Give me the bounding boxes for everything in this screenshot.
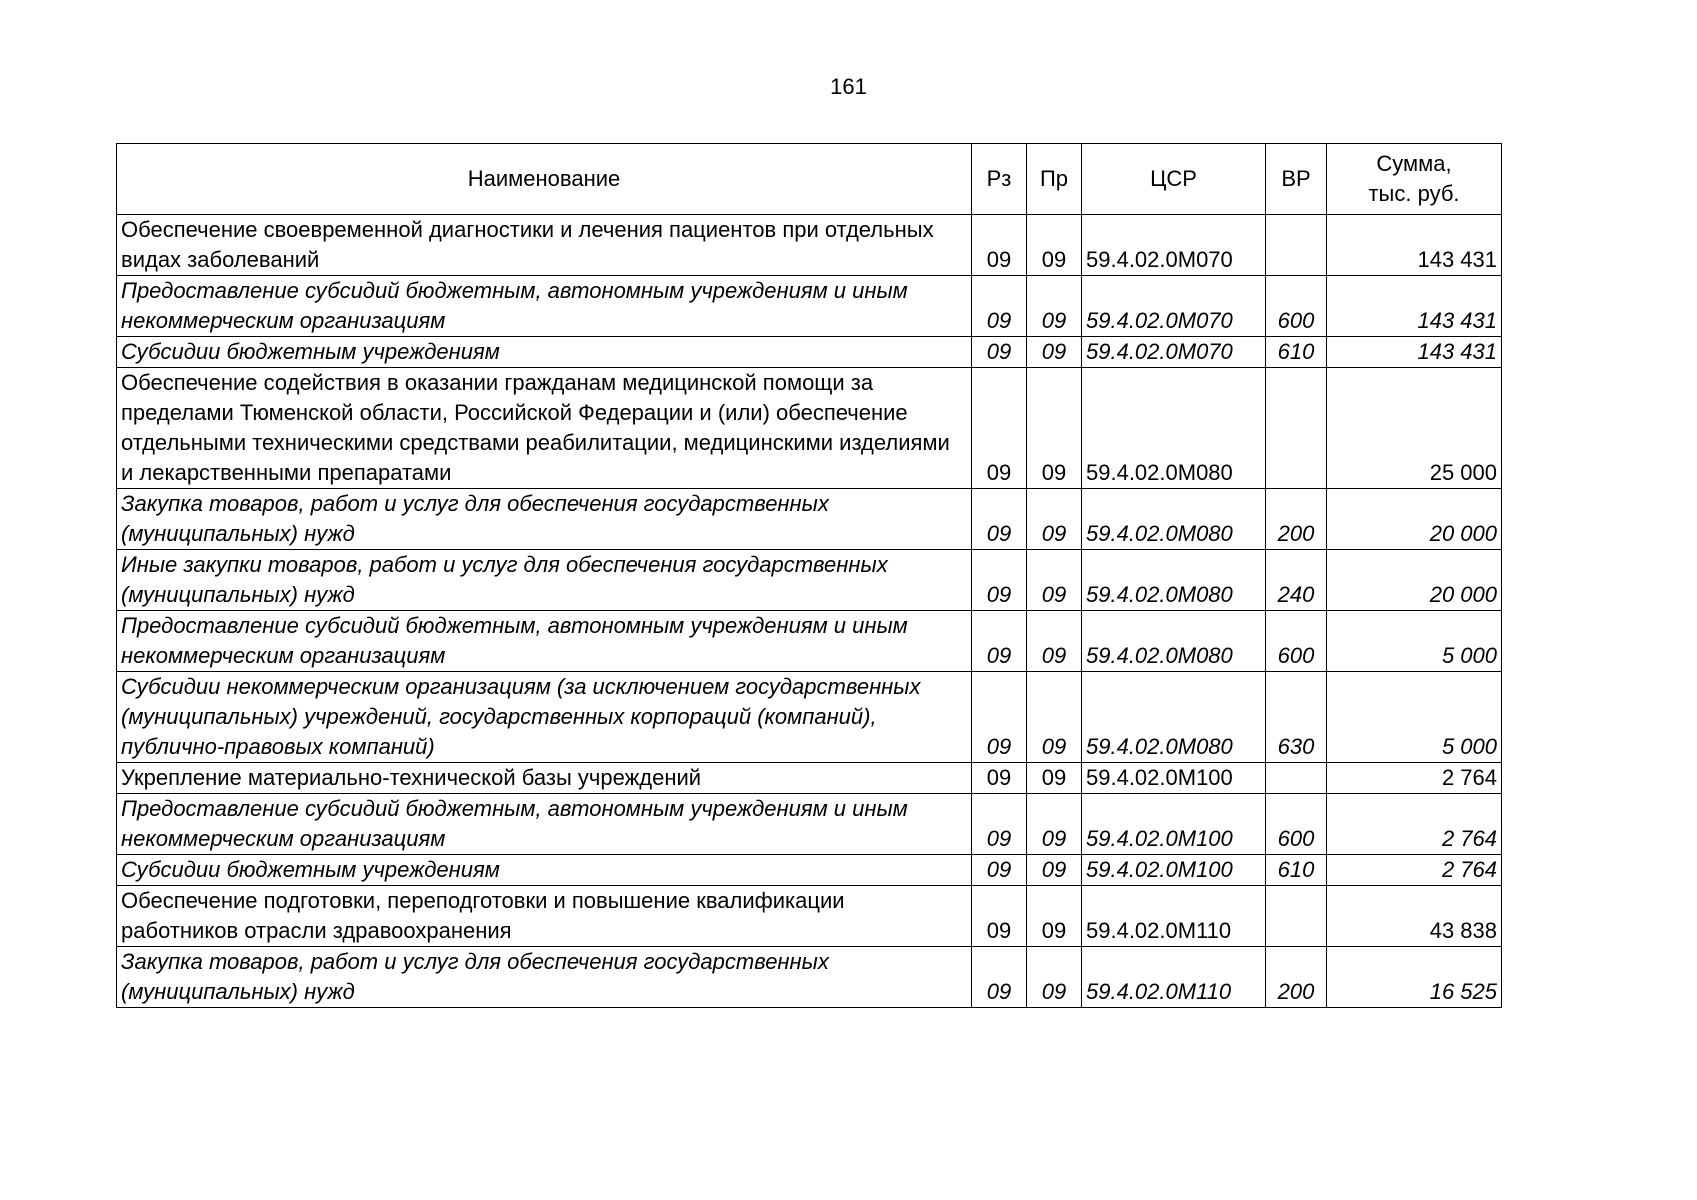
cell-pr: 09 bbox=[1027, 672, 1082, 763]
table-row bbox=[117, 550, 1502, 611]
cell-vr: 200 bbox=[1266, 489, 1327, 550]
cell-rz: 09 bbox=[972, 672, 1027, 763]
table-row bbox=[117, 368, 1502, 489]
cell-vr: 600 bbox=[1266, 794, 1327, 855]
table-row bbox=[117, 886, 1502, 947]
cell-pr: 09 bbox=[1027, 276, 1082, 337]
cell-rz: 09 bbox=[972, 763, 1027, 794]
cell-pr: 09 bbox=[1027, 550, 1082, 611]
cell-csr: 59.4.02.0М080 bbox=[1082, 611, 1266, 672]
cell-rz: 09 bbox=[972, 489, 1027, 550]
cell-pr: 09 bbox=[1027, 611, 1082, 672]
table-row bbox=[117, 215, 1502, 276]
table-row bbox=[117, 611, 1502, 672]
cell-csr: 59.4.02.0М110 bbox=[1082, 886, 1266, 947]
cell-vr: 610 bbox=[1266, 855, 1327, 886]
cell-sum: 43 838 bbox=[1327, 886, 1502, 947]
table-row bbox=[117, 794, 1502, 855]
cell-name: Иные закупки товаров, работ и услуг для обеспечения государственных (муниципальных) нужд bbox=[117, 550, 972, 611]
cell-sum: 5 000 bbox=[1327, 611, 1502, 672]
cell-rz: 09 bbox=[972, 794, 1027, 855]
cell-pr: 09 bbox=[1027, 489, 1082, 550]
table-row bbox=[117, 672, 1502, 763]
cell-vr bbox=[1266, 368, 1327, 489]
cell-csr: 59.4.02.0М110 bbox=[1082, 947, 1266, 1008]
cell-vr: 600 bbox=[1266, 611, 1327, 672]
cell-csr: 59.4.02.0М080 bbox=[1082, 550, 1266, 611]
cell-vr bbox=[1266, 763, 1327, 794]
table-body bbox=[117, 215, 1502, 1008]
cell-name: Субсидии некоммерческим организациям (за исключением государственных (муниципальных) учреждений, государственных корпораций (компаний), публично-правовых компаний) bbox=[117, 672, 972, 763]
cell-pr: 09 bbox=[1027, 855, 1082, 886]
cell-sum: 143 431 bbox=[1327, 276, 1502, 337]
header-rz: Рз bbox=[972, 144, 1027, 215]
cell-csr: 59.4.02.0М100 bbox=[1082, 855, 1266, 886]
cell-csr: 59.4.02.0М080 bbox=[1082, 368, 1266, 489]
cell-rz: 09 bbox=[972, 337, 1027, 368]
cell-pr: 09 bbox=[1027, 947, 1082, 1008]
cell-csr: 59.4.02.0М080 bbox=[1082, 489, 1266, 550]
cell-pr: 09 bbox=[1027, 886, 1082, 947]
cell-name: Предоставление субсидий бюджетным, автономным учреждениям и иным некоммерческим организациям bbox=[117, 611, 972, 672]
cell-csr: 59.4.02.0М100 bbox=[1082, 794, 1266, 855]
cell-rz: 09 bbox=[972, 611, 1027, 672]
cell-rz: 09 bbox=[972, 276, 1027, 337]
cell-sum: 143 431 bbox=[1327, 215, 1502, 276]
cell-name: Закупка товаров, работ и услуг для обеспечения государственных (муниципальных) нужд bbox=[117, 947, 972, 1008]
cell-pr: 09 bbox=[1027, 794, 1082, 855]
cell-sum: 143 431 bbox=[1327, 337, 1502, 368]
cell-rz: 09 bbox=[972, 215, 1027, 276]
cell-rz: 09 bbox=[972, 550, 1027, 611]
cell-csr: 59.4.02.0М100 bbox=[1082, 763, 1266, 794]
header-name: Наименование bbox=[117, 144, 972, 215]
page-number: 161 bbox=[830, 74, 867, 99]
cell-sum: 20 000 bbox=[1327, 489, 1502, 550]
cell-csr: 59.4.02.0М070 bbox=[1082, 337, 1266, 368]
cell-rz: 09 bbox=[972, 368, 1027, 489]
cell-name: Закупка товаров, работ и услуг для обеспечения государственных (муниципальных) нужд bbox=[117, 489, 972, 550]
table-row bbox=[117, 489, 1502, 550]
cell-pr: 09 bbox=[1027, 337, 1082, 368]
cell-name: Предоставление субсидий бюджетным, автономным учреждениям и иным некоммерческим организациям bbox=[117, 794, 972, 855]
table-row bbox=[117, 763, 1502, 794]
cell-csr: 59.4.02.0М080 bbox=[1082, 672, 1266, 763]
cell-sum: 5 000 bbox=[1327, 672, 1502, 763]
table-row bbox=[117, 337, 1502, 368]
cell-vr: 630 bbox=[1266, 672, 1327, 763]
cell-rz: 09 bbox=[972, 947, 1027, 1008]
cell-sum: 2 764 bbox=[1327, 855, 1502, 886]
cell-vr bbox=[1266, 886, 1327, 947]
cell-sum: 2 764 bbox=[1327, 794, 1502, 855]
cell-name: Субсидии бюджетным учреждениям bbox=[117, 855, 972, 886]
header-sum: Сумма, тыс. руб. bbox=[1327, 144, 1502, 215]
header-csr: ЦСР bbox=[1082, 144, 1266, 215]
header-pr: Пр bbox=[1027, 144, 1082, 215]
cell-vr: 200 bbox=[1266, 947, 1327, 1008]
cell-sum: 16 525 bbox=[1327, 947, 1502, 1008]
table-row bbox=[117, 855, 1502, 886]
cell-vr bbox=[1266, 215, 1327, 276]
cell-name: Субсидии бюджетным учреждениям bbox=[117, 337, 972, 368]
cell-name: Обеспечение подготовки, переподготовки и повышение квалификации работников отрасли здравоохранения bbox=[117, 886, 972, 947]
cell-name: Укрепление материально-технической базы учреждений bbox=[117, 763, 972, 794]
cell-pr: 09 bbox=[1027, 763, 1082, 794]
cell-sum: 2 764 bbox=[1327, 763, 1502, 794]
table-row bbox=[117, 947, 1502, 1008]
cell-vr: 600 bbox=[1266, 276, 1327, 337]
cell-rz: 09 bbox=[972, 886, 1027, 947]
cell-vr: 240 bbox=[1266, 550, 1327, 611]
header-vr: ВР bbox=[1266, 144, 1327, 215]
cell-sum: 20 000 bbox=[1327, 550, 1502, 611]
cell-pr: 09 bbox=[1027, 215, 1082, 276]
cell-pr: 09 bbox=[1027, 368, 1082, 489]
table-row bbox=[117, 276, 1502, 337]
cell-csr: 59.4.02.0М070 bbox=[1082, 215, 1266, 276]
cell-rz: 09 bbox=[972, 855, 1027, 886]
budget-table bbox=[116, 143, 1502, 1008]
cell-name: Обеспечение своевременной диагностики и лечения пациентов при отдельных видах заболеваний bbox=[117, 215, 972, 276]
cell-sum: 25 000 bbox=[1327, 368, 1502, 489]
cell-vr: 610 bbox=[1266, 337, 1327, 368]
cell-name: Обеспечение содействия в оказании гражданам медицинской помощи за пределами Тюменской области, Российской Федерации и (или) обеспечение отдельными техническими средствами реабилитации, медицинскими изделиями и лекарственными препаратами bbox=[117, 368, 972, 489]
cell-name: Предоставление субсидий бюджетным, автономным учреждениям и иным некоммерческим организациям bbox=[117, 276, 972, 337]
table-header-row bbox=[117, 144, 1502, 215]
cell-csr: 59.4.02.0М070 bbox=[1082, 276, 1266, 337]
